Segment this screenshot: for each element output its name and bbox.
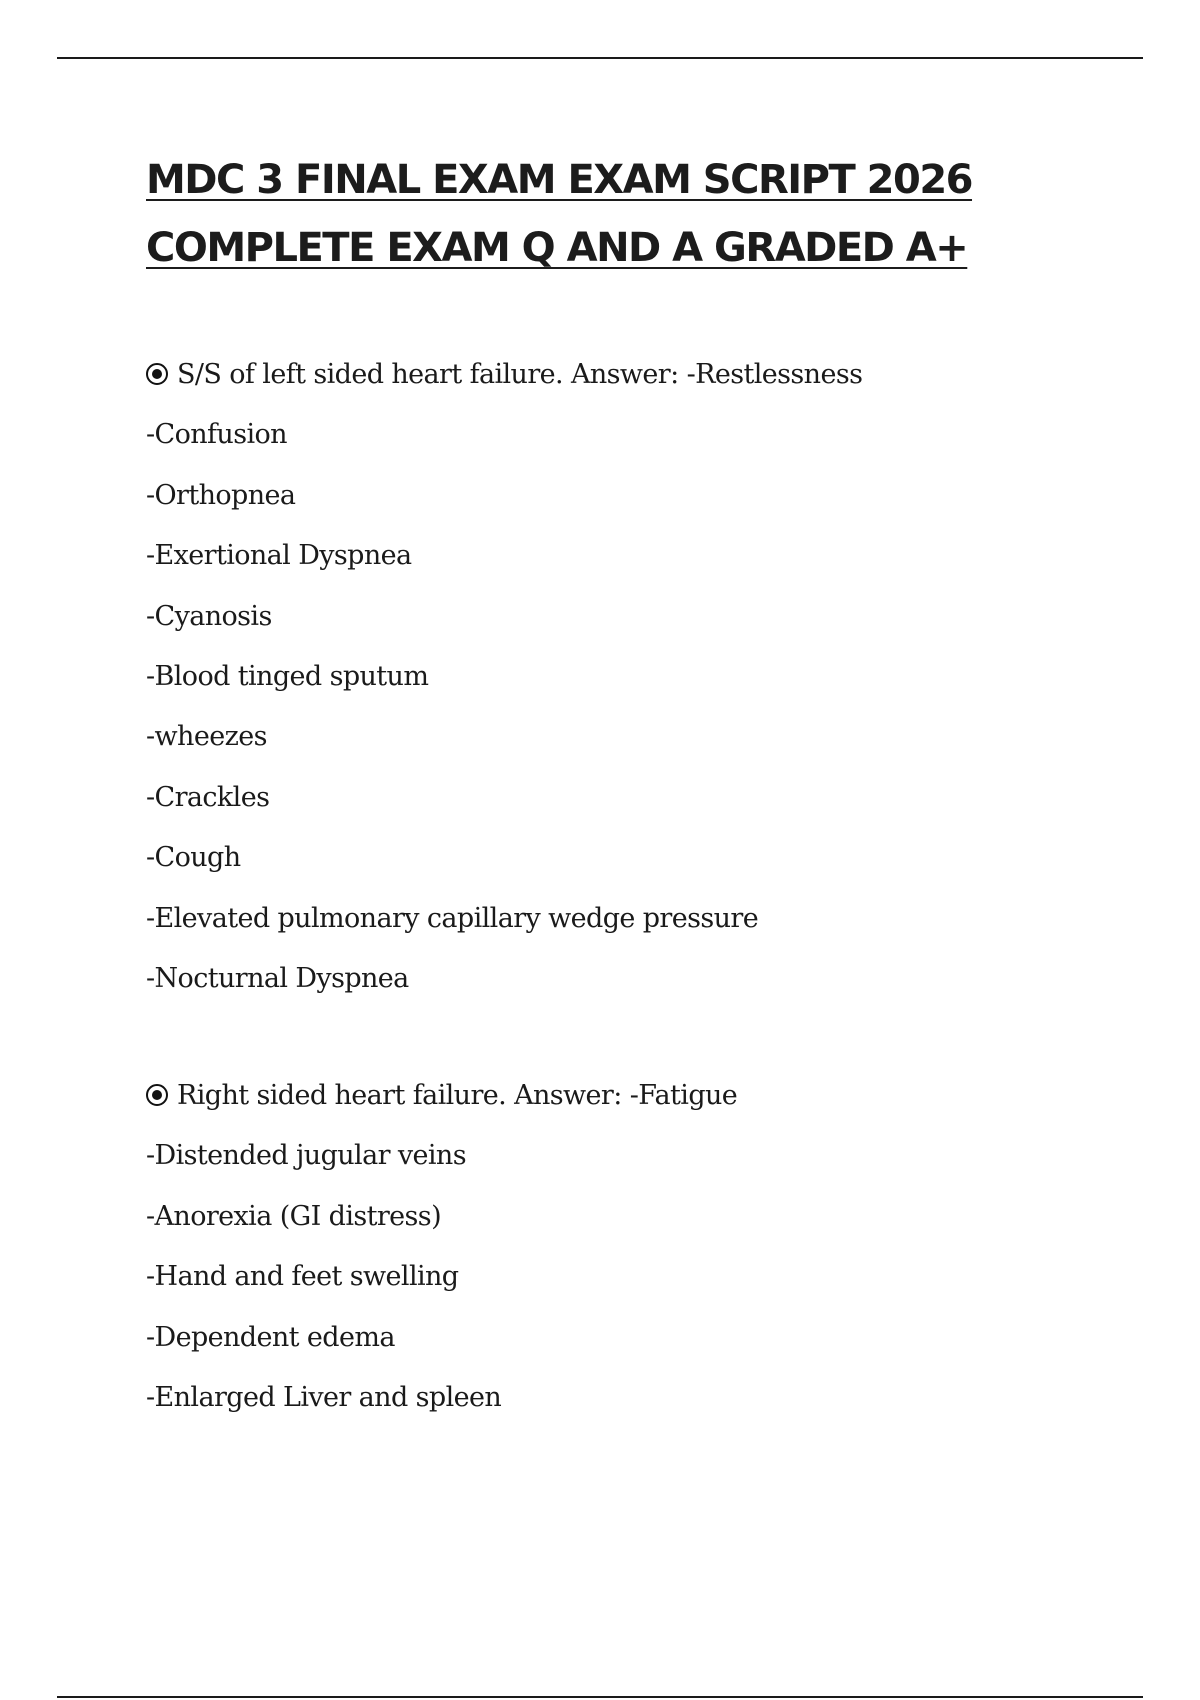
question-text: Right sided heart failure. Answer: -Fatigue	[177, 1080, 738, 1111]
question-line	[146, 1066, 1096, 1126]
question-text: S/S of left sided heart failure. Answer: -Restlessness	[177, 359, 863, 390]
top-rule	[57, 57, 1143, 59]
answer-line: -Blood tinged sputum	[146, 660, 429, 692]
bottom-rule	[57, 1696, 1143, 1698]
question-line	[146, 345, 1096, 405]
answer-line: -Confusion	[146, 419, 287, 451]
answer-line: -Nocturnal Dyspnea	[146, 962, 409, 994]
answer-line: -Crackles	[146, 781, 270, 813]
answer-line: -Cyanosis	[146, 600, 272, 632]
title-line-1: MDC 3 FINAL EXAM EXAM SCRIPT 2026	[146, 157, 973, 203]
answer-line: -Dependent edema	[146, 1321, 395, 1353]
answer-line: -Distended jugular veins	[146, 1140, 466, 1172]
answer-line: -Cough	[146, 842, 241, 874]
document-title	[146, 146, 1096, 282]
answer-line: -Enlarged Liver and spleen	[146, 1381, 502, 1413]
answer-line: -Hand and feet swelling	[146, 1261, 459, 1293]
answer-line: -Anorexia (GI distress)	[146, 1200, 441, 1232]
radio-bullet-icon	[146, 363, 168, 385]
answer-line: -Elevated pulmonary capillary wedge pressure	[146, 902, 759, 934]
radio-bullet-icon	[146, 1084, 168, 1106]
title-line-2: COMPLETE EXAM Q AND A GRADED A+	[146, 225, 968, 271]
answer-line: -Orthopnea	[146, 479, 296, 511]
answer-line: -Exertional Dyspnea	[146, 540, 412, 572]
answer-line: -wheezes	[146, 721, 267, 753]
question-block-right-heart-failure	[146, 1066, 1096, 1428]
question-block-left-heart-failure	[146, 345, 1096, 1009]
